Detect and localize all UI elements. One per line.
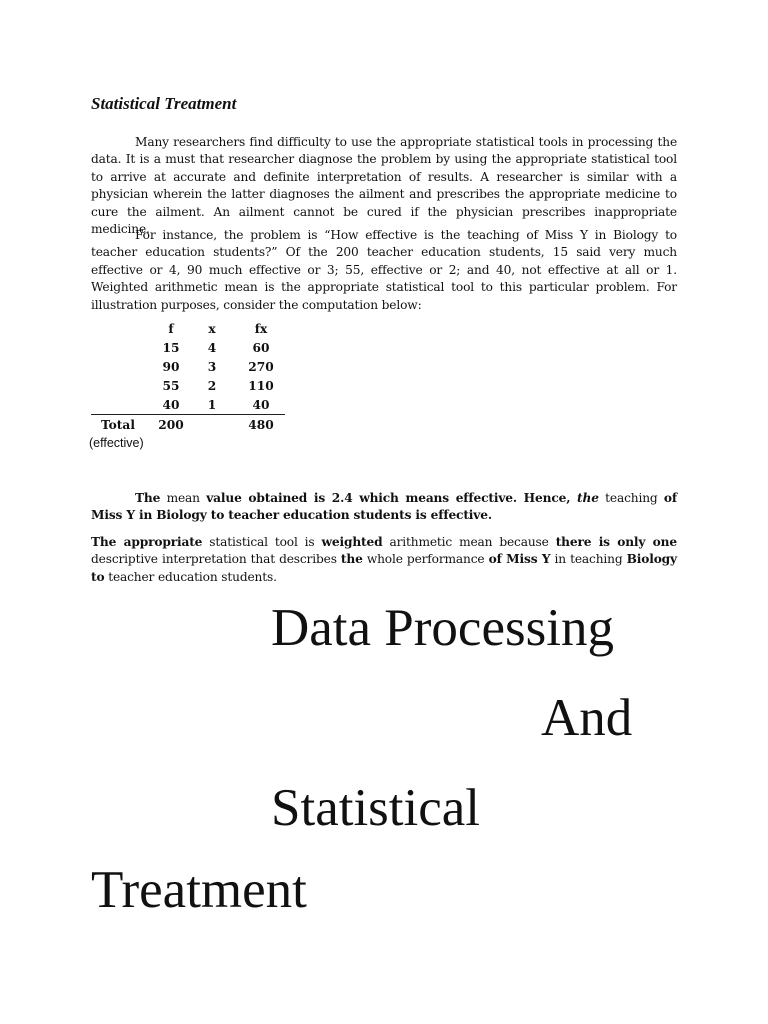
conclusion-seg: arithmetic mean because bbox=[382, 535, 556, 549]
result-seg: of Miss Y in Biology to teacher education students is effective. bbox=[91, 491, 677, 523]
total-label: Total bbox=[101, 418, 135, 432]
table-row bbox=[91, 341, 285, 360]
cell-x: 4 bbox=[207, 341, 217, 355]
cell-f: 90 bbox=[162, 360, 180, 374]
conclusion-seg: weighted bbox=[321, 535, 383, 549]
big-title-line-3: Statistical bbox=[271, 779, 481, 837]
section-heading: Statistical Treatment bbox=[91, 94, 237, 113]
conclusion-seg: statistical tool is bbox=[202, 535, 322, 549]
result-seg: the bbox=[577, 491, 599, 505]
header-x: x bbox=[208, 322, 216, 336]
table-header-row bbox=[91, 322, 285, 341]
conclusion-seg: Biology to bbox=[91, 552, 677, 584]
conclusion-seg: the bbox=[340, 552, 363, 567]
table-total-rule bbox=[91, 414, 285, 415]
big-title-line-4: Treatment bbox=[91, 861, 307, 919]
cell-f: 40 bbox=[162, 398, 180, 412]
conclusion-seg: in teaching bbox=[550, 552, 627, 567]
paragraph-example-text: For instance, the problem is “How effective is the teaching of Miss Y in Biology to teacher education students?” Of the 200 teacher education students, 15 said very much effective or 4, 90 much effective or 3; 55, effective or 2; and 40, not effective at all or 1. Weighted arithmetic mean is the appropriate statistical tool to this particular problem. For illustration purposes, consider the computation below: bbox=[91, 228, 677, 312]
conclusion-seg: whole performance bbox=[362, 552, 489, 567]
conclusion-seg: The appropriate bbox=[91, 535, 203, 549]
result-seg: mean bbox=[160, 491, 207, 505]
total-note: (effective) bbox=[89, 436, 144, 450]
table-row bbox=[91, 379, 285, 398]
header-f: f bbox=[168, 322, 174, 336]
paragraph-intro-text: Many researchers find difficulty to use the appropriate statistical tools in processing the data. It is a must that researcher diagnose the problem by using the appropriate statistical tool to arrive at accurate and definite interpretation of results. A researcher is similar with a physician wherein the latter diagnoses the ailment and prescribes the appropriate medicine to cure the ailment. An ailment cannot be cured if the physician prescribes inappropriate medicine. bbox=[91, 135, 677, 237]
total-fx: 480 bbox=[248, 418, 274, 432]
conclusion-seg: there is only one bbox=[555, 535, 677, 549]
cell-fx: 60 bbox=[252, 341, 270, 355]
cell-fx: 110 bbox=[248, 379, 274, 393]
cell-x: 1 bbox=[207, 398, 217, 412]
cell-x: 3 bbox=[207, 360, 217, 374]
paragraph-conclusion bbox=[91, 534, 677, 586]
conclusion-seg: descriptive interpretation that describes bbox=[91, 552, 341, 567]
paragraph-example bbox=[91, 227, 677, 314]
cell-fx: 270 bbox=[248, 360, 274, 374]
result-seg: The bbox=[135, 491, 161, 505]
table-row bbox=[91, 360, 285, 379]
big-title-line-1: Data Processing bbox=[271, 599, 614, 657]
cell-f: 55 bbox=[162, 379, 180, 393]
cell-f: 15 bbox=[162, 341, 180, 355]
cell-fx: 40 bbox=[252, 398, 270, 412]
result-seg: value obtained is 2.4 which means effective. Hence, bbox=[206, 491, 578, 505]
paragraph-result bbox=[91, 490, 677, 525]
conclusion-seg: teacher education students. bbox=[104, 569, 277, 584]
cell-x: 2 bbox=[207, 379, 217, 393]
big-title-line-2: And bbox=[541, 689, 633, 747]
header-fx: fx bbox=[254, 322, 268, 336]
total-f: 200 bbox=[158, 418, 184, 432]
result-seg: teaching bbox=[598, 491, 664, 505]
paragraph-intro bbox=[91, 134, 677, 238]
conclusion-seg: of Miss Y bbox=[488, 552, 551, 567]
